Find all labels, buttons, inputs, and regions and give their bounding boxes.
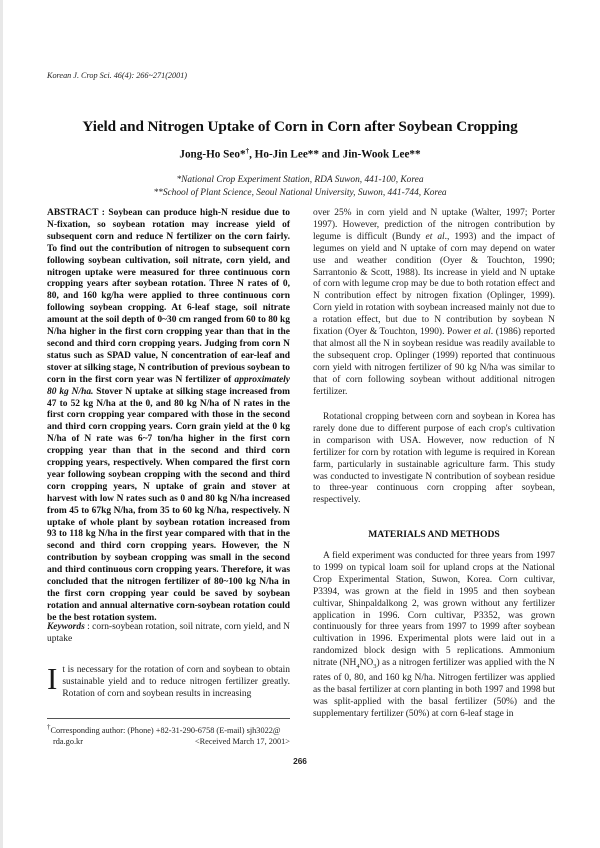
affiliation-2: **School of Plant Science, Seoul National University, Suwon, 441-744, Korea	[153, 188, 447, 198]
email-domain: rda.go.kr	[53, 736, 83, 746]
page-number: 266	[293, 756, 307, 766]
footnote	[47, 722, 290, 747]
abstract-text-2: Stover N uptake at silking stage increased from 47 to 52 kg N/ha at the 0, and 80 kg N/ha of N rates in the first corn cropping year compared with those in the second and third corn cropping years. Corn grain yield at the 0 kg N/ha of N rate was 6~7 ton/ha higher in the first corn cropping year than that in the second and third corn cropping years, respectively. When compared the first corn year following soybean cropping with the second and third corn cropping years, N uptake of grain and stover at harvest with low N rates such as 0 and 80 kg N/ha increased from 45 to 67kg N/ha, from 35 to 60 kg N/ha, respectively. N uptake of whole plant by soybean rotation increased from 93 to 118 kg N/ha in the first year compared with that in the second and third corn cropping years. However, the N contribution by soybean cropping was small in the second and third continuous corn cropping years. Therefore, it was concluded that the nitrogen fertilizer of 80~100 kg N/ha in the first corn cropping year could be saved by soybean rotation and annual alternative corn-soybean rotation could be the best rotation system.	[47, 386, 290, 623]
abstract-emphasis: approximately 80 kg N/ha.	[47, 374, 290, 397]
methods-paragraph	[313, 551, 555, 721]
author-1: Jong-Ho Seo*	[179, 148, 246, 161]
intro-continued-paragraph	[313, 208, 555, 399]
keywords-text: : corn-soybean rotation, soil nitrate, corn yield, and N uptake	[47, 622, 290, 644]
author-others: , Ho-Jin Lee** and Jin-Wook Lee**	[249, 148, 421, 161]
introduction-paragraph	[47, 661, 290, 701]
intro-text: t is necessary for the rotation of corn and soybean to obtain sustainable yield and to reduce nitrogen fertilizer greatly. Rotation of corn and soybean results in increasing	[62, 665, 290, 699]
subscript: 4	[356, 663, 360, 671]
text-run: over 25% in corn yield and N uptake (Walter, 1997; Porter 1997). However, prediction of the nitrogen contribution by legume is difficult (Bundy	[313, 208, 555, 242]
affiliation-1: *National Crop Experiment Station, RDA Suwon, 441-100, Korea	[176, 175, 424, 185]
et-al: et al	[473, 327, 491, 338]
text-run: A field experiment was conducted for three years from 1997 to 1999 on typical loam soil for upland crops at the National Crop Experimental Station, Suwon, Korea. Corn cultivar, P3394, was grown at the field in 1995 and then soybean cultivar, Shinpaldalkong 2, was grown without any fertilizer application in 1996. Corn cultivar, P3352, was grown continuously for three years from 1997 to 1999 after soybean cultivation in 1996. Experimental plots were laid out in a randomized block design with 5 replications. Ammonium nitrate (NH	[313, 551, 555, 669]
text-run: ) as a nitrogen fertilizer was applied with the N rates of 0, 80, and 160 kg N/ha. Nitrogen fertilizer was applied as the basal fertilizer at corn planting in both 1997 and 1998 but was split-applied with the basal fertilizer (50%) and the supplementary fertilizer (50%) at corn 6-leaf stage in	[313, 658, 555, 719]
text-run: NO	[359, 658, 374, 669]
intro-paragraph-2: Rotational cropping between corn and soybean in Korea has rarely done due to different purpose of each crop's cultivation in comparison with USA. However, now reduction of N fertilizer for corn by rotation with legume is required in Korean farm, particularly in sustainable agriculture farm. This study was conducted to investigate N contribution of soybean residue to three-year continuous corn cropping after soybean, respectively.	[313, 412, 555, 506]
footnote-line-1	[47, 722, 290, 736]
et-al: et al	[425, 231, 445, 242]
corresponding-author-info: Corresponding author: (Phone) +82-31-290-6758 (E-mail) sjh3022@	[50, 725, 281, 735]
paper-title: Yield and Nitrogen Uptake of Corn in Corn after Soybean Cropping	[82, 118, 518, 135]
keywords-label: Keywords	[47, 622, 85, 632]
section-heading-methods: MATERIALS AND METHODS	[368, 529, 500, 540]
received-date: <Received March 17, 2001>	[194, 736, 290, 746]
abstract	[47, 208, 290, 625]
corresponding-mark: †	[245, 147, 250, 155]
author-list	[0, 147, 600, 161]
keywords	[47, 622, 290, 646]
footnote-line-2	[47, 736, 290, 747]
drop-cap: I	[47, 661, 58, 696]
subscript: 3	[373, 663, 377, 671]
footnote-divider	[47, 718, 290, 719]
abstract-text-1: Soybean can produce high-N residue due to N-fixation, so soybean rotation may increase yield of subsequent corn and reduce N fertilizer on the corn fairly. To find out the contribution of nitrogen to subsequent corn following soybean cultivation, soil nitrate, corn yield, and nitrogen uptake were measured for three continuous corn cropping years after soybean rotation. Three N rates of 0, 80, and 160 kg/ha were applied to three continuous corn following soybean cropping. At 6-leaf stage, soil nitrate amount at the soil depth of 0~30 cm ranged from 60 to 80 kg N/ha higher in the first corn cropping year than that in the second and third corn cropping years. Judging from corn N status such as SPAD value, N concentration of ear-leaf and stover at silking stage, N contribution of previous soybean to corn in the first corn year was N fertilizer of	[47, 208, 291, 385]
journal-reference: Korean J. Crop Sci. 46(4): 266~271(2001)	[47, 71, 188, 80]
abstract-label: ABSTRACT :	[47, 208, 109, 218]
text-run: . (1986) reported that almost all the N in soybean residue was readily available to the subsequent crop. Oplinger (1999) reported that continuous corn yield with nitrogen fertilizer of 90 kg N/ha was similar to that of corn following soybean without additional nitrogen fertilizer.	[313, 327, 555, 397]
text-run: ., 1993) and the impact of legumes on yield and N uptake of corn may depend on water use and weather condition (Oyer & Touchton, 1990; Sarrantonio & Scott, 1988). Its increase in yield and N uptake of corn with legume crop may be due to both rotation effect and N contribution effect by nitrogen fixation (Oplinger, 1999). Corn yield in rotation with soybean increased mainly not due to a rotation effect, but due to N contribution by soybean N fixation (Oyer & Touchton, 1990). Power	[313, 231, 555, 338]
footnote-mark: †	[47, 724, 51, 731]
